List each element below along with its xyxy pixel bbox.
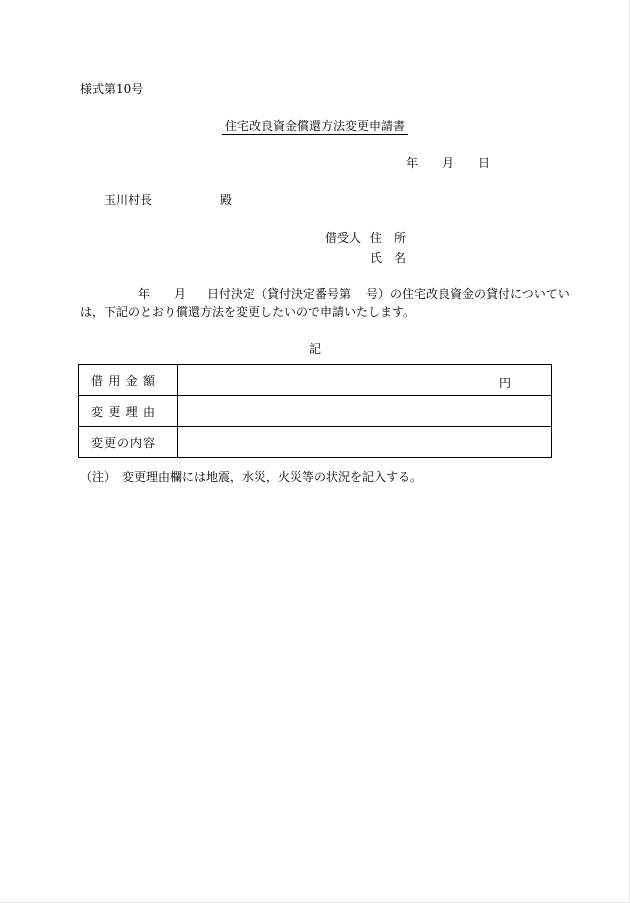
label-char: 更 xyxy=(103,435,116,450)
change-reason-field[interactable] xyxy=(178,396,552,427)
date-day-label: 日 xyxy=(478,156,491,170)
table-row xyxy=(79,396,552,427)
note-text: （注） 変更理由欄には地震，水災，火災等の状況を記入する。 xyxy=(80,470,423,484)
label-char: 内 xyxy=(129,435,142,450)
table-label-cell xyxy=(79,427,178,458)
label-char: 理 xyxy=(125,404,138,419)
body-month-label: 月 xyxy=(174,287,187,301)
change-content-field[interactable] xyxy=(178,427,552,458)
table-row xyxy=(79,365,552,396)
label-char: 容 xyxy=(142,435,155,450)
name-label-char-2: 名 xyxy=(394,251,407,265)
document-title xyxy=(0,120,630,135)
name-label-char-1: 氏 xyxy=(370,251,383,265)
label-char: 変 xyxy=(91,435,104,450)
label-char: 借 xyxy=(91,373,104,388)
label-char: 更 xyxy=(108,404,121,419)
table-row xyxy=(79,427,552,458)
change-content-label xyxy=(79,434,177,451)
ki-heading: 記 xyxy=(308,342,321,356)
applicant-role: 借受人 xyxy=(325,231,362,245)
label-char: 由 xyxy=(142,404,155,419)
change-reason-label xyxy=(79,403,177,420)
table-label-cell xyxy=(79,365,178,396)
body-loan-text: 号）の住宅改良資金の貸付についてい xyxy=(366,287,570,301)
body-request-text: は，下記のとおり償還方法を変更したいので申請いたします。 xyxy=(80,305,416,319)
addressee-honorific: 殿 xyxy=(220,193,233,207)
details-table xyxy=(78,364,552,458)
loan-amount-field[interactable] xyxy=(178,365,552,396)
yen-unit: 円 xyxy=(498,376,511,390)
body-decision-text: 日付決定（貸付決定番号第 xyxy=(207,287,352,301)
label-char: 変 xyxy=(91,404,104,419)
label-char: 額 xyxy=(142,373,155,388)
body-year-label: 年 xyxy=(138,287,151,301)
address-label-char-1: 住 xyxy=(370,231,383,245)
label-char: 金 xyxy=(125,373,138,388)
label-char: 用 xyxy=(108,373,121,388)
form-number: 様式第10号 xyxy=(80,82,144,96)
table-label-cell xyxy=(79,396,178,427)
loan-amount-label xyxy=(79,372,177,389)
addressee-name: 玉川村長 xyxy=(104,193,153,207)
label-char: の xyxy=(116,435,129,450)
document-title-text: 住宅改良資金償還方法変更申請書 xyxy=(222,120,408,135)
date-year-label: 年 xyxy=(406,156,419,170)
date-month-label: 月 xyxy=(442,156,455,170)
address-label-char-2: 所 xyxy=(394,231,407,245)
